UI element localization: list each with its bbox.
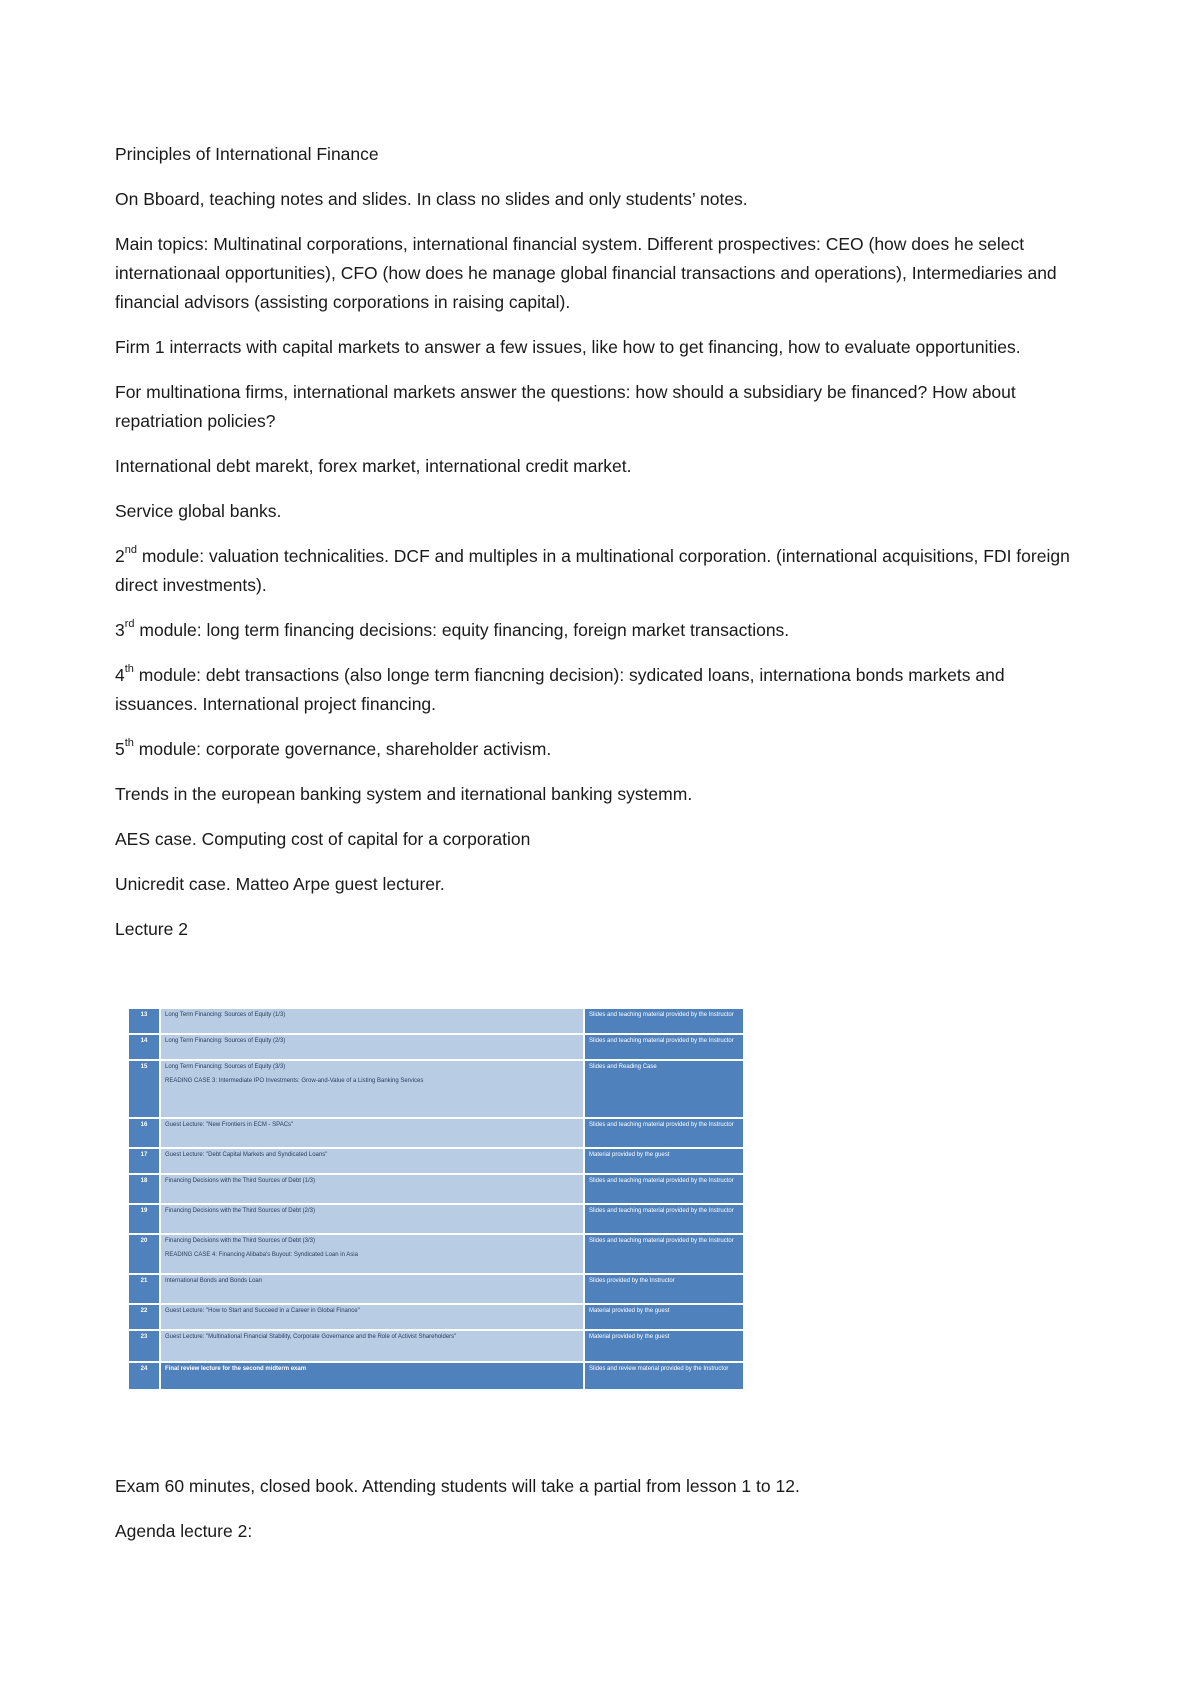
lecture-number: 15 <box>128 1060 160 1118</box>
topic-line: Long Term Financing: Sources of Equity (2/3) <box>165 1038 286 1044</box>
paragraph: Service global banks. <box>115 501 282 521</box>
paragraph: On Bboard, teaching notes and slides. In class no slides and only students’ notes. <box>115 189 748 209</box>
topic-line: Financing Decisions with the Third Sources of Debt (1/3) <box>165 1178 315 1184</box>
lecture-number: 19 <box>128 1204 160 1234</box>
section-heading: Lecture 2 <box>115 919 188 939</box>
paragraph: AES case. Computing cost of capital for a corporation <box>115 829 531 849</box>
topic-line: Guest Lecture: "How to Start and Succeed in a Career in Global Finance" <box>165 1308 360 1314</box>
lecture-number: 13 <box>128 1008 160 1034</box>
table-row <box>128 1362 744 1390</box>
topic-line: Long Term Financing: Sources of Equity (3/3) <box>165 1064 286 1070</box>
lecture-material: Slides and teaching material provided by the Instructor <box>584 1118 744 1148</box>
paragraph: Agenda lecture 2: <box>115 1521 253 1541</box>
topic-line: Guest Lecture: "New Frontiers in ECM - SPACs" <box>165 1122 294 1128</box>
lecture-number: 23 <box>128 1330 160 1362</box>
lecture-topic <box>160 1148 584 1174</box>
lecture-material: Slides and Reading Case <box>584 1060 744 1118</box>
lecture-number: 24 <box>128 1362 160 1390</box>
topic-line: READING CASE 3: Intermediate IPO Investments: Grow-and-Value of a Listing Banking Services <box>165 1078 424 1084</box>
lecture-topic <box>160 1304 584 1330</box>
lecture-topic <box>160 1204 584 1234</box>
lecture-material: Material provided by the guest <box>584 1330 744 1362</box>
lecture-material: Material provided by the guest <box>584 1148 744 1174</box>
module-3: 3rd module: long term financing decisions: equity financing, foreign market transactions. <box>115 618 790 640</box>
table-row <box>128 1008 744 1034</box>
table-row <box>128 1274 744 1304</box>
lecture-topic <box>160 1330 584 1362</box>
topic-line: Final review lecture for the second midterm exam <box>165 1366 307 1372</box>
lecture-topic <box>160 1174 584 1204</box>
lecture-topic <box>160 1234 584 1274</box>
lecture-topic <box>160 1118 584 1148</box>
doc-title: Principles of International Finance <box>115 144 379 164</box>
lecture-topic <box>160 1274 584 1304</box>
paragraph: Exam 60 minutes, closed book. Attending students will take a partial from lesson 1 to 12. <box>115 1476 800 1496</box>
table-row <box>128 1118 744 1148</box>
topic-line: Guest Lecture: "Debt Capital Markets and Syndicated Loans" <box>165 1152 328 1158</box>
lecture-number: 18 <box>128 1174 160 1204</box>
table-row <box>128 1174 744 1204</box>
paragraph: Main topics: Multinatinal corporations, international financial system. Different prospectives: CEO (how does he select internationaal opportunities), CFO (how does he manage global financial transactions and operations), Intermediaries and financial advisors (assisting corporations in raising capital). <box>115 234 1057 312</box>
lecture-topic <box>160 1060 584 1118</box>
lecture-topic <box>160 1034 584 1060</box>
table-row <box>128 1330 744 1362</box>
paragraph: Firm 1 interracts with capital markets to answer a few issues, like how to get financing, how to evaluate opportunities. <box>115 337 1021 357</box>
topic-line: Guest Lecture: "Multinational Financial Stability, Corporate Governance and the Role of Activist Shareholders" <box>165 1334 457 1340</box>
topic-line: Financing Decisions with the Third Sources of Debt (2/3) <box>165 1208 315 1214</box>
paragraph: For multinationa firms, international markets answer the questions: how should a subsidiary be financed? How about repatriation policies? <box>115 382 1016 431</box>
table-row <box>128 1204 744 1234</box>
lecture-number: 14 <box>128 1034 160 1060</box>
module-5: 5th module: corporate governance, shareholder activism. <box>115 737 552 759</box>
topic-line: International Bonds and Bonds Loan <box>165 1278 263 1284</box>
lecture-material: Slides and teaching material provided by the Instructor <box>584 1034 744 1060</box>
topic-line: Financing Decisions with the Third Sources of Debt (3/3) <box>165 1238 315 1244</box>
table-row <box>128 1060 744 1118</box>
topic-line: Long Term Financing: Sources of Equity (1/3) <box>165 1012 286 1018</box>
module-2: 2nd module: valuation technicalities. DCF and multiples in a multinational corporation. (international acquisitions, FDI foreign direct investments). <box>115 544 1070 595</box>
lecture-number: 20 <box>128 1234 160 1274</box>
lecture-number: 22 <box>128 1304 160 1330</box>
document-body <box>115 140 1075 960</box>
lecture-material: Material provided by the guest <box>584 1304 744 1330</box>
table-row <box>128 1034 744 1060</box>
lecture-material: Slides and teaching material provided by the Instructor <box>584 1008 744 1034</box>
lecture-material: Slides and review material provided by the Instructor <box>584 1362 744 1390</box>
table-row <box>128 1148 744 1174</box>
lecture-material: Slides and teaching material provided by the Instructor <box>584 1234 744 1274</box>
module-4: 4th module: debt transactions (also longe term fiancning decision): sydicated loans, internationa bonds markets and issuances. International project financing. <box>115 663 1005 714</box>
lecture-topic <box>160 1362 584 1390</box>
lecture-material: Slides and teaching material provided by the Instructor <box>584 1204 744 1234</box>
lecture-number: 21 <box>128 1274 160 1304</box>
paragraph: Trends in the european banking system and iternational banking systemm. <box>115 784 693 804</box>
lecture-number: 17 <box>128 1148 160 1174</box>
table-row <box>128 1234 744 1274</box>
table-row <box>128 1304 744 1330</box>
topic-line: READING CASE 4: Financing Alibaba's Buyout: Syndicated Loan in Asia <box>165 1252 358 1258</box>
schedule-table <box>127 1007 745 1391</box>
lecture-number: 16 <box>128 1118 160 1148</box>
lecture-material: Slides and teaching material provided by the Instructor <box>584 1174 744 1204</box>
paragraph: Unicredit case. Matteo Arpe guest lecturer. <box>115 874 445 894</box>
document-body-end <box>115 1472 1075 1562</box>
lecture-topic <box>160 1008 584 1034</box>
paragraph: International debt marekt, forex market, international credit market. <box>115 456 632 476</box>
lecture-material: Slides provided by the Instructor <box>584 1274 744 1304</box>
